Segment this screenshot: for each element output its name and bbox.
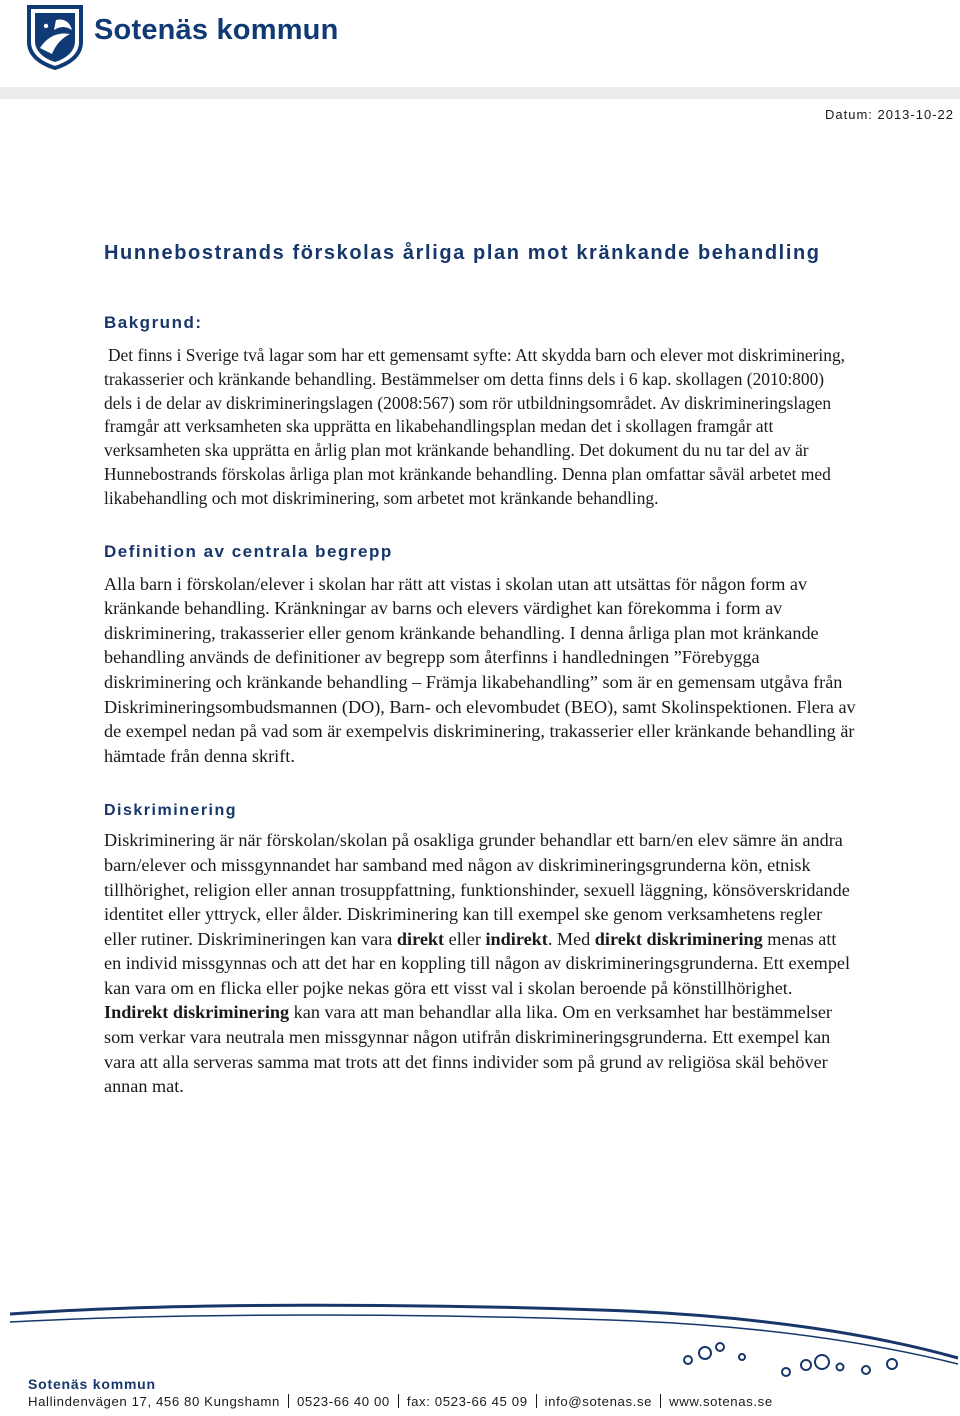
paragraph-definition: Alla barn i förskolan/elever i skolan har rätt att vistas i skolan utan att utsättas för någon form av kränkande behandling. Kränkningar av barns och elevers värdighet kan förekomma i form av diskriminering, trakasserier eller genom kränkande behandling. I denna årliga plan mot kränkande behandling används de definitioner av begrepp som återfinns i handledningen ”Förebygga diskriminering och kränkande behandling – Främja likabehandling” som är en gemensam utgåva från Diskrimineringsombudsmannen (DO), Barn- och elevombudet (BEO), samt Skolinspektionen. Flera av de exempel nedan på vad som är exempelvis diskriminering, trakasserier eller kränkande behandling är hämtade från denna skrift. [104,573,856,766]
page-header [0,0,960,122]
document-date: Datum: 2013-10-22 [824,107,954,122]
paragraph-bakgrund: Det finns i Sverige två lagar som har ett gemensamt syfte: Att skydda barn och elever mot diskriminering, trakasserier och kränkande behandling. Bestämmelser om detta finns dels i 6 kap. skollagen (2010:800) dels i de delar av diskrimineringslagen (2008:567) som rör utbildningsområdet. Av diskrimineringslagen framgår att verksamheten ska upprätta en likabehandlingsplan medan det i skollagen framgår att verksamheten ska upprätta en årlig plan mot kränkande behandling. Det dokument du nu tar del av är Hunnebostrands förskolas årliga plan mot kränkande behandling. Denna plan omfattar såväl arbetet med likabehandling och mot diskriminering, som arbetet mot kränkande behandling. [104,345,845,508]
footer-contact-line [28,1394,958,1409]
term-indirekt-diskriminering: Indirekt diskriminering [104,1002,290,1023]
footer-phone: 0523-66 40 00 [296,1394,390,1409]
logo-text: Sotenäs kommun [94,14,339,46]
footer-website[interactable]: www.sotenas.se [669,1394,773,1409]
term-direkt-diskriminering: direkt diskriminering [594,928,763,949]
heading-diskriminering: Diskriminering [104,802,238,820]
footer-fax: fax: 0523-66 45 09 [406,1394,528,1409]
header-rule [0,87,960,99]
heading-bakgrund: Bakgrund: [104,313,203,332]
footer-organization: Sotenäs kommun [28,1376,156,1392]
footer-email[interactable]: info@sotenas.se [544,1394,653,1409]
document-body [104,240,864,1099]
term-indirekt: indirekt [485,928,548,949]
footer-address: Hallindenvägen 17, 456 80 Kungshamn [28,1394,280,1409]
term-direkt: direkt [396,928,445,949]
paragraph-diskriminering: Diskriminering är när förskolan/skolan på osakliga grunder behandlar ett barn/en elev sämre än andra barn/elever och missgynnandet har samband med någon av diskrimineringsgrunderna kön, etnisk tillhörighet, religion eller annan trosuppfattning, funktionshinder, sexuell läggning, könsöverskridande identitet eller yttryck, eller ålder. Diskriminering kan till exempel ske genom verksamhetens regler eller rutiner. Diskrimineringen kan vara direkt eller indirekt. Med direkt diskriminering menas att en individ missgynnas och att det har en koppling till någon av diskrimineringsgrunderna. Ett exempel kan vara om en flicka eller pojke nekas göra ett visst val i skolan beroende på könstillhörighet. Indirekt diskriminering kan vara att man behandlar alla lika. Om en verksamhet har bestämmelser som verkar vara neutrala men missgynnar någon utifrån diskrimineringsgrunderna. Ett exempel kan vara att alla serveras samma mat trots att det finns individer som på grund av religiösa skäl behöver annan mat. [104,830,851,1097]
page-title: Hunnebostrands förskolas årliga plan mot kränkande behandling [104,242,821,264]
municipality-shield-logo [26,4,84,70]
footer-wave-graphic [0,1300,960,1380]
heading-definition: Definition av centrala begrepp [104,541,393,561]
